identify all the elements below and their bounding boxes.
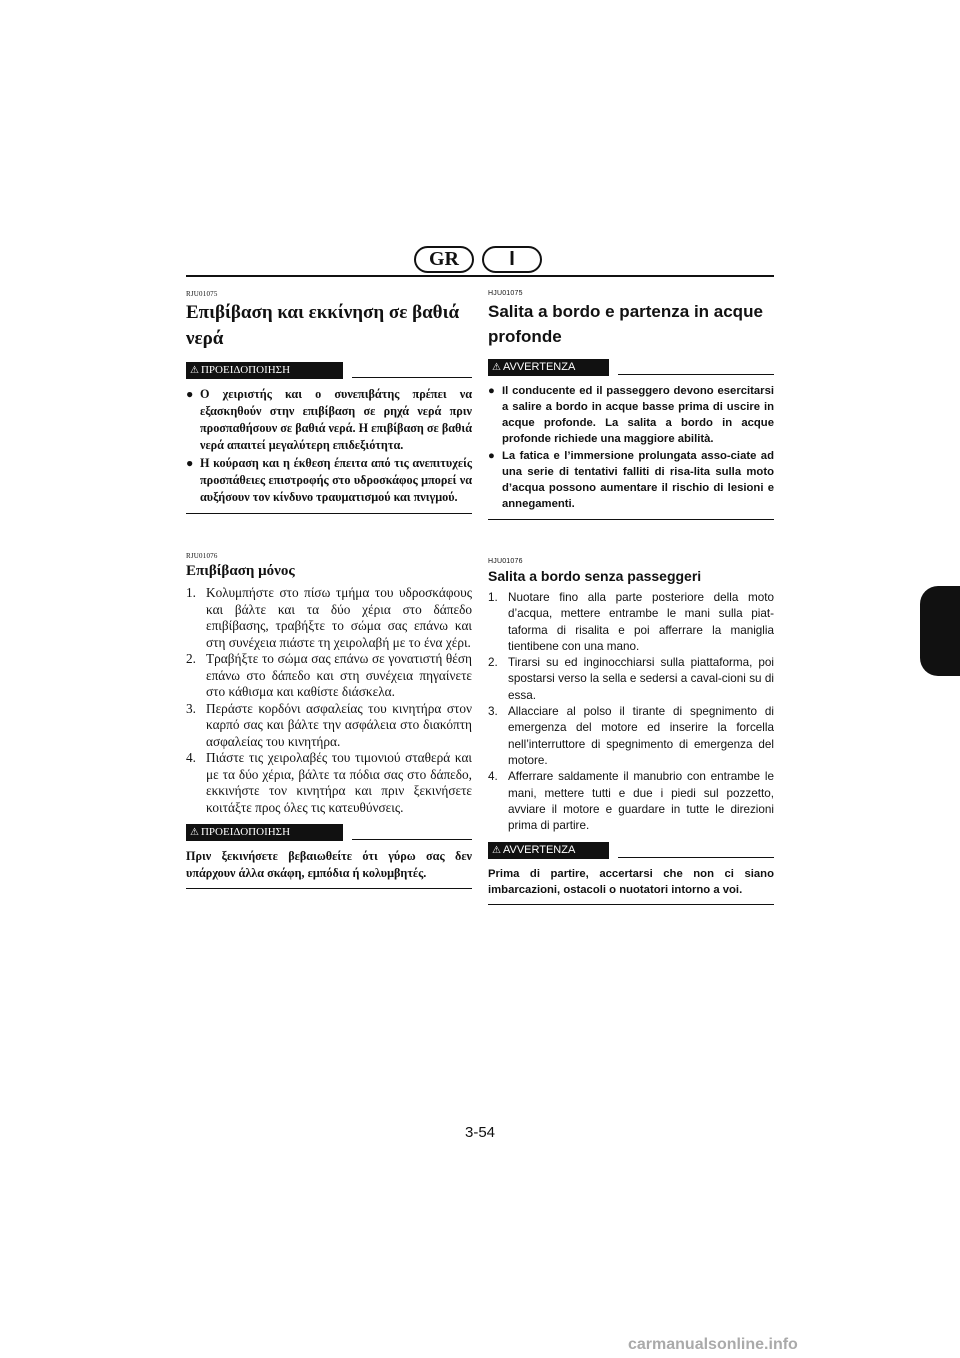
list-item: [186, 455, 472, 506]
step-text: Κολυμπήστε στο πίσω τμήμα του υδροσκάφους και βάλτε και τα δύο χέρια στο δάπεδο επιβίβασης, τραβήξτε το σώμα σας επάνω και στη συνέχεια πιάστε τη χειρολαβή με το ένα χέρι.: [206, 585, 472, 650]
step-text: Τραβήξτε το σώμα σας επάνω σε γονατιστή θέση επάνω στο δάπεδο και στη συνέχεια πηγαίνετε στο κάθισμα και καθίστε διάσκελα.: [206, 651, 472, 699]
page-header: [186, 246, 774, 278]
step-number: 2.: [488, 656, 498, 670]
bullet-text: La fatica e l’immersione prolungata asso-ciate ad una serie di tentativi falliti di risa-lita sulla moto d’acqua possono aumentare il rischio di lesioni e annegamenti.: [502, 450, 774, 510]
watermark: carmanualsonline.info: [628, 1336, 798, 1353]
warning-badge: [488, 359, 609, 376]
list-item: [186, 701, 472, 751]
language-badge-it: I: [482, 246, 542, 273]
warning-header: [488, 359, 774, 377]
warning-body: [488, 866, 774, 905]
step-number: 3.: [186, 700, 196, 716]
language-badge-gr: GR: [414, 246, 474, 273]
section-code: HJU01076: [488, 558, 523, 565]
warning-label: ΠΡΟΕΙΔΟΠΟΙΗΣΗ: [200, 826, 291, 838]
list-item: [186, 386, 472, 454]
step-text: Περάστε κορδόνι ασφαλείας του κινητήρα στον καρπό σας και βάλτε την ασφάλεια στο διακόπτη ασφαλείας του κινητήρα.: [206, 700, 472, 749]
section-title: Salita a bordo e partenza in acque profonde: [488, 302, 763, 346]
bullet-text: Ο χειριστής και ο συνεπιβάτης πρέπει να εξασκηθούν στην επιβίβαση σε ρηχά νερά πριν προσπαθήσουν σε βαθιά νερά. Η επιβίβαση σε βαθιά νερά απαιτεί μεγαλύτερη επιδεξιότητα.: [200, 387, 472, 452]
steps-list: [488, 590, 774, 834]
list-item: [186, 585, 472, 651]
step-text: Nuotare fino alla parte posteriore della moto d’acqua, mettere entrambe le mani sulla piat-taforma di risalita e poi afferrare la maniglia tientibene con una mano.: [508, 591, 774, 653]
list-item: [488, 655, 774, 704]
section-code: RJU01076: [186, 552, 218, 560]
warning-text: Πριν ξεκινήσετε βεβαιωθείτε ότι γύρω σας δεν υπάρχουν άλλα σκάφη, εμπόδια ή κολυμβητές.: [186, 849, 472, 880]
section-title: Επιβίβαση και εκκίνηση σε βαθιά νερά: [186, 302, 460, 349]
warning-header: [488, 842, 774, 860]
warning-label: ΠΡΟΕΙΔΟΠΟΙΗΣΗ: [200, 364, 291, 376]
warning-rule: [352, 377, 472, 378]
list-item: [488, 590, 774, 655]
bullet-icon: ●: [186, 456, 194, 470]
list-item: [488, 704, 774, 769]
section-title: Salita a bordo senza passeggeri: [488, 568, 702, 584]
steps-list: [186, 585, 472, 816]
bullet-icon: ●: [186, 387, 194, 401]
warning-body: [186, 386, 472, 514]
warning-triangle-icon: ⚠: [492, 845, 501, 857]
list-item: [186, 750, 472, 816]
warning-label: AVVERTENZA: [502, 361, 576, 373]
step-number: 2.: [186, 651, 196, 666]
warning-body: [488, 383, 774, 520]
bullet-icon: ●: [488, 450, 495, 462]
bullet-text: Il conducente ed il passeggero devono esercitarsi a salire a bordo in acque basse prima di uscire in acque profonde. La salita a bordo in acque profonde richiede una maggiore abilità.: [502, 385, 774, 445]
header-rule: [186, 275, 774, 277]
page-number: 3-54: [464, 1124, 496, 1141]
warning-badge: [186, 824, 343, 841]
section-code: RJU01075: [186, 290, 218, 298]
section-code: HJU01075: [488, 290, 523, 297]
bullet-text: Η κούραση και η έκθεση έπειτα από τις ανεπιτυχείς προσπάθειες επιστροφής στο υδροσκάφος μπορεί να αυξήσουν τον κίνδυνο τραυματισμού και πνιγμού.: [200, 456, 472, 504]
warning-label: AVVERTENZA: [502, 844, 576, 857]
step-text: Πιάστε τις χειρολαβές του τιμονιού σταθερά και με τα δύο χέρια, βάλτε τα πόδια σας στο δάπεδο, εκκινήστε τον κινητήρα και πριν ξεκινήσετε κοιτάξτε προς όλες τις κατευθύνσεις.: [206, 750, 472, 815]
step-number: 4.: [488, 770, 498, 784]
chapter-thumb-tab: [920, 586, 960, 676]
section-title: Επιβίβαση μόνος: [186, 563, 295, 579]
step-number: 4.: [186, 750, 196, 765]
step-text: Afferrare saldamente il manubrio con entrambe le mani, mettere tutti e due i piedi sul pozzetto, avviare il motore e guardare in tutte le direzioni prima di partire.: [508, 770, 774, 833]
warning-rule: [618, 374, 774, 375]
greek-column: [186, 290, 472, 889]
step-text: Allacciare al polso il tirante di spegnimento di emergenza del motore ed inserire la forcella nell’interruttore di spegnimento di emergenza del motore.: [508, 705, 774, 767]
warning-badge: [186, 362, 343, 379]
warning-text: Prima di partire, accertarsi che non ci siano imbarcazioni, ostacoli o nuotatori intorno a voi.: [488, 868, 774, 897]
italian-column: [488, 290, 774, 905]
list-item: [488, 769, 774, 834]
list-item: [488, 383, 774, 447]
list-item: [488, 448, 774, 512]
step-number: 1.: [488, 591, 498, 604]
bullet-icon: ●: [488, 385, 495, 397]
warning-triangle-icon: ⚠: [190, 827, 199, 838]
warning-body: [186, 848, 472, 889]
list-item: [186, 651, 472, 701]
step-number: 3.: [488, 705, 498, 719]
warning-header: [186, 362, 472, 380]
warning-triangle-icon: ⚠: [492, 362, 501, 373]
step-text: Tirarsi su ed inginocchiarsi sulla piattaforma, poi spostarsi verso la sella e sedersi a caval-cioni su di essa.: [508, 656, 774, 702]
warning-triangle-icon: ⚠: [190, 365, 199, 376]
warning-badge: [488, 842, 609, 859]
warning-rule: [352, 839, 472, 840]
step-number: 1.: [186, 585, 196, 600]
warning-rule: [618, 857, 774, 858]
warning-header: [186, 824, 472, 842]
